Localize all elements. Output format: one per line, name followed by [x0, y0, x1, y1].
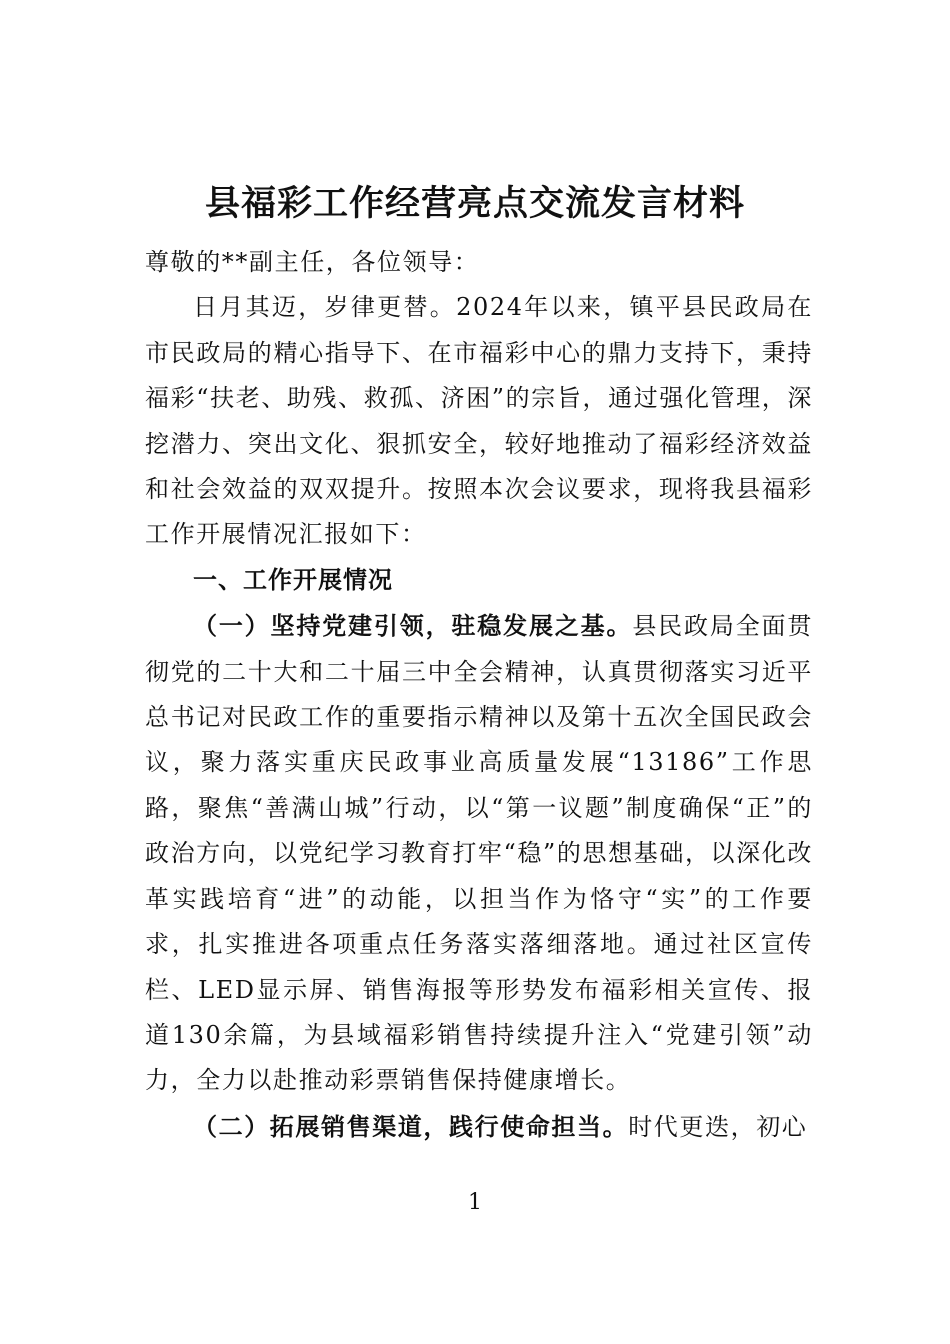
paragraph-sub-1: [145, 603, 813, 1103]
sub-body-2: 时代更迭，初心: [628, 1112, 808, 1141]
paragraph-sub-2: [145, 1104, 813, 1150]
sub-body-1: 县民政局全面贯彻党的二十大和二十届三中全会精神，认真贯彻落实习近平总书记对民政工作的重要指示精神以及第十五次全国民政会议，聚力落实重庆民政事业高质量发展“13186”工作思路，聚焦“善满山城”行动，以“第一议题”制度确保“正”的政治方向，以党纪学习教育打牢“稳”的思想基础，以深化改革实践培育“进”的动能，以担当作为恪守“实”的工作要求，扎实推进各项重点任务落实落细落地。通过社区宣传栏、LED显示屏、销售海报等形势发布福彩相关宣传、报道130余篇，为县域福彩销售持续提升注入“党建引领”动力，全力以赴推动彩票销售保持健康增长。: [145, 612, 814, 1095]
salutation: 尊敬的**副主任，各位领导：: [145, 248, 480, 276]
sub-heading-1: （一）坚持党建引领，驻稳发展之基。: [193, 611, 633, 641]
section-heading-1: 一、工作开展情况: [193, 565, 393, 594]
sub-heading-2: （二）拓展销售渠道，践行使命担当。: [193, 1111, 629, 1141]
document-title: 县福彩工作经营亮点交流发言材料: [204, 183, 745, 224]
page-number: 1: [468, 1190, 482, 1215]
intro-paragraph: 日月其迈，岁律更替。2024年以来，镇平县民政局在市民政局的精心指导下、在市福彩中心的鼎力支持下，秉持福彩“扶老、助残、救孤、济困”的宗旨，通过强化管理，深挖潜力、突出文化、狠抓安全，较好地推动了福彩经济效益和社会效益的双双提升。按照本次会议要求，现将我县福彩工作开展情况汇报如下：: [145, 293, 813, 549]
document-body: [145, 240, 813, 1150]
